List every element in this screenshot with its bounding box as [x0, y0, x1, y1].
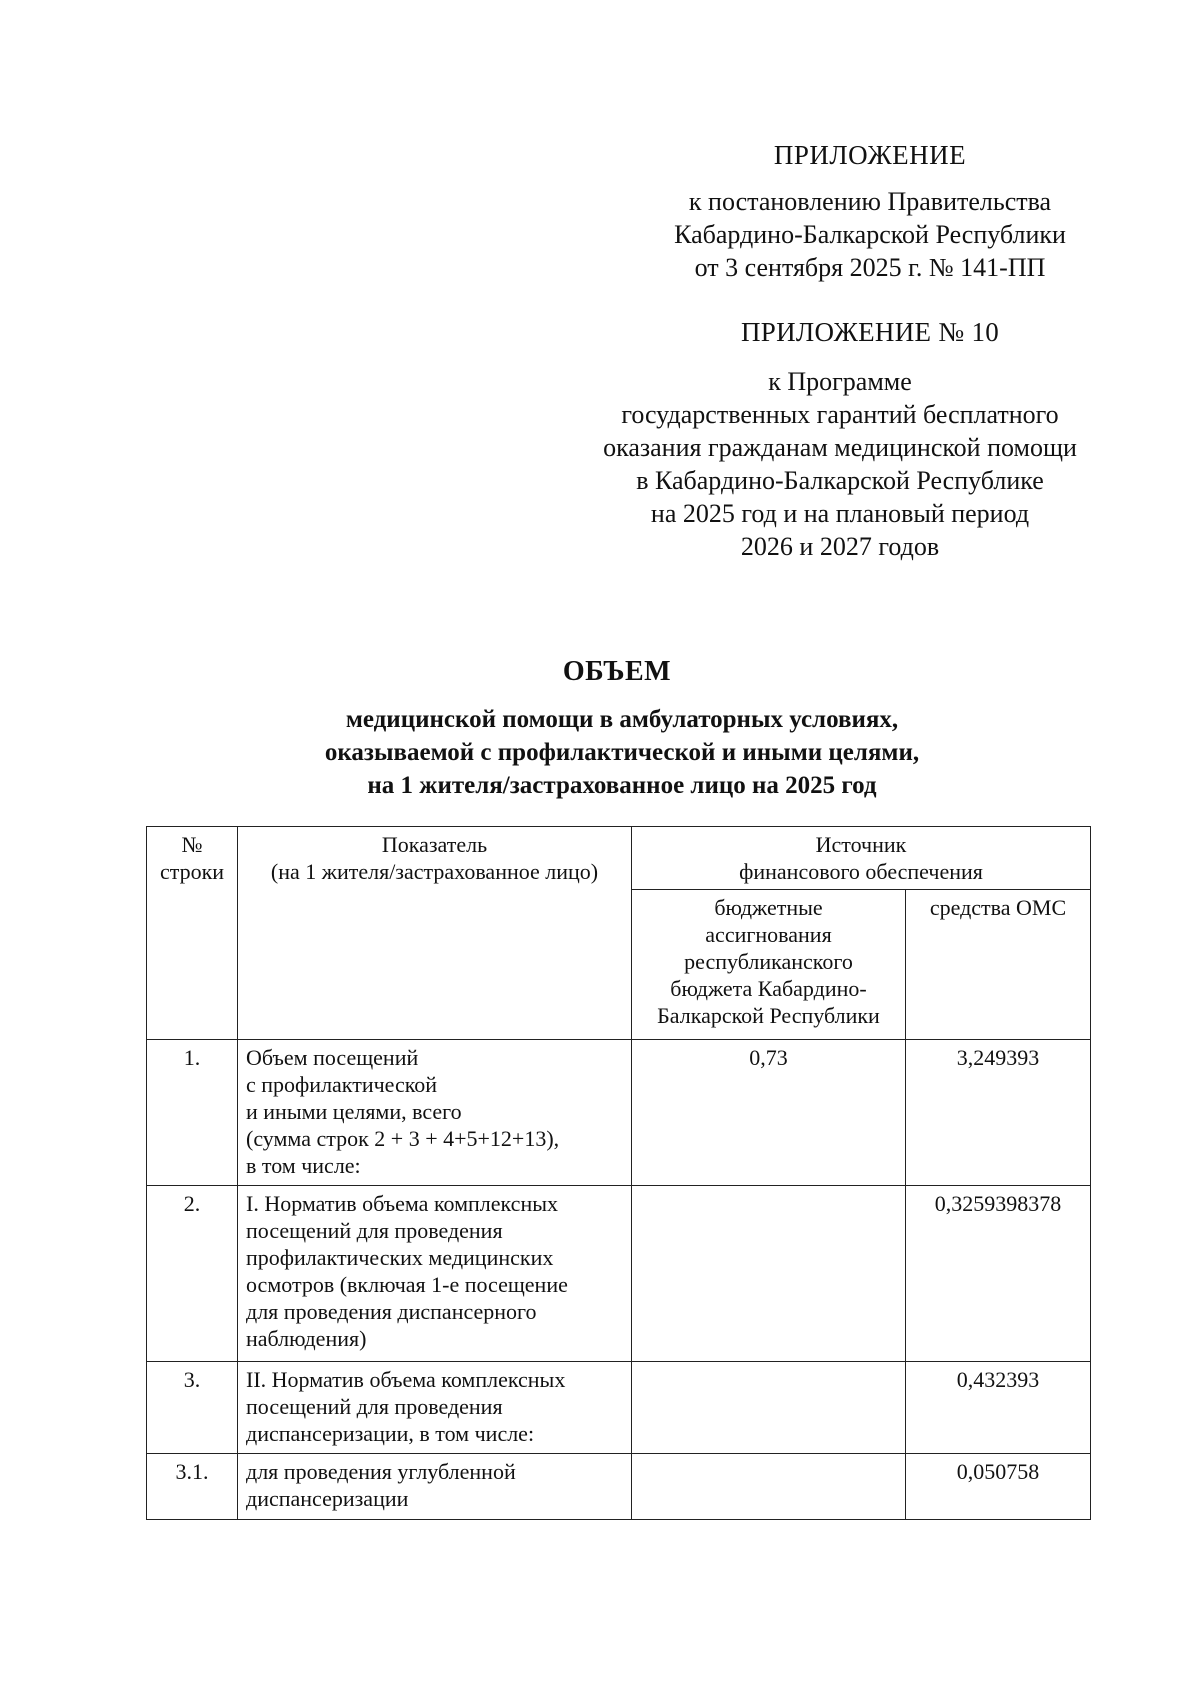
row-oms-value: 0,050758 — [906, 1454, 1091, 1520]
table-row — [147, 1040, 1091, 1186]
program-line: оказания гражданам медицинской помощи — [603, 433, 1077, 462]
row-number: 3. — [147, 1362, 238, 1454]
header-indicator: Показатель (на 1 жителя/застрахованное лицо) — [238, 827, 632, 1040]
row-oms-value: 0,3259398378 — [906, 1186, 1091, 1362]
header-oms: средства ОМС — [906, 890, 1091, 1040]
row-budget-value — [632, 1362, 906, 1454]
row-budget-value — [632, 1186, 906, 1362]
row-indicator: для проведения углубленной диспансеризации — [238, 1454, 632, 1520]
row-indicator: I. Норматив объема комплексных посещений для проведения профилактических медицинских осмотров (включая 1-е посещение для проведения диспансерного наблюдения) — [238, 1186, 632, 1362]
appendix-decree-reference — [600, 185, 1140, 284]
row-budget-value — [632, 1454, 906, 1520]
table-row — [147, 1454, 1091, 1520]
decree-line: от 3 сентября 2025 г. № 141-ПП — [694, 253, 1046, 282]
header-row-number: № строки — [147, 827, 238, 1040]
header-budget: бюджетные ассигнования республиканского бюджета Кабардино- Балкарской Республики — [632, 890, 906, 1040]
table-row — [147, 1362, 1091, 1454]
row-number: 3.1. — [147, 1454, 238, 1520]
table-row — [147, 1186, 1091, 1362]
document-title: ОБЪЕМ — [562, 656, 672, 687]
decree-line: к постановлению Правительства — [688, 187, 1052, 216]
program-line: в Кабардино-Балкарской Республике — [636, 466, 1044, 495]
program-line: на 2025 год и на плановый период — [650, 499, 1030, 528]
row-number: 1. — [147, 1040, 238, 1186]
subtitle-line: на 1 жителя/застрахованное лицо на 2025 год — [367, 772, 877, 799]
program-line: государственных гарантий бесплатного — [621, 400, 1059, 429]
subtitle-line: оказываемой с профилактической и иными целями, — [324, 739, 920, 766]
appendix-title: ПРИЛОЖЕНИЕ — [773, 140, 967, 170]
volume-table — [146, 826, 1091, 1520]
header-funding-source: Источник финансового обеспечения — [632, 827, 1091, 890]
row-number: 2. — [147, 1186, 238, 1362]
table-header-row — [147, 827, 1091, 890]
appendix10-title: ПРИЛОЖЕНИЕ № 10 — [740, 317, 1000, 347]
decree-line: Кабардино-Балкарской Республики — [674, 220, 1066, 249]
program-line: к Программе — [768, 367, 912, 396]
row-oms-value: 0,432393 — [906, 1362, 1091, 1454]
row-budget-value: 0,73 — [632, 1040, 906, 1186]
document-subtitle — [0, 703, 1200, 802]
row-oms-value: 3,249393 — [906, 1040, 1091, 1186]
program-line: 2026 и 2027 годов — [740, 532, 940, 561]
appendix10-program-reference — [540, 365, 1140, 563]
subtitle-line: медицинской помощи в амбулаторных условиях, — [345, 706, 899, 733]
row-indicator: II. Норматив объема комплексных посещений для проведения диспансеризации, в том числе: — [238, 1362, 632, 1454]
row-indicator: Объем посещений с профилактической и иными целями, всего (сумма строк 2 + 3 + 4+5+12+13), в том числе: — [238, 1040, 632, 1186]
